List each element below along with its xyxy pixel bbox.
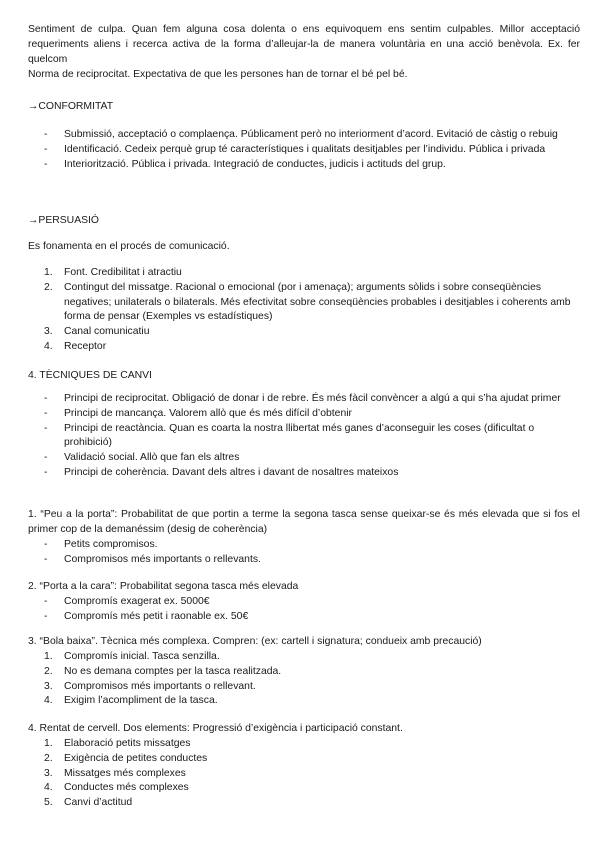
list-item (28, 680, 580, 695)
tecniques-list (28, 392, 580, 481)
list-item-text: Exigència de petites conductes (64, 752, 208, 764)
heading-conformitat: →CONFORMITAT (28, 101, 114, 112)
list-item (28, 451, 580, 466)
list-item (28, 737, 580, 752)
list-item-text: Compromisos més importants o rellevant. (64, 680, 256, 692)
list-item-text: Missatges més complexes (64, 767, 186, 779)
list-item-text: Submissió, acceptació o complaença. Públicament però no interiorment d’acord. Evitació de càstig o rebuig (64, 129, 558, 140)
list-item (28, 538, 580, 553)
list-item-text: Contingut del missatge. Racional o emocional (por i amenaça); arguments sòlids i sobre conseqüències negatives; unilaterals o bilaterals. Més efectivitat sobre conseqüències probables i desitjables i coherents amb forma de pensar (Exemples vs estadístiques) (64, 281, 571, 323)
list-item-text: Interiorització. Pública i privada. Integració de conductes, judicis i actituds del grup. (64, 158, 446, 170)
list-item (28, 143, 580, 158)
paragraph-sentiment-culpa: Sentiment de culpa. Quan fem alguna cosa dolenta o ens equivoquem ens sentim culpables. Millor acceptació requeriments aliens i recerca activa de la forma d’alleujar-la de manera voluntària en una acció benèvola. Ex. fer quelcom (28, 24, 580, 65)
number-marker: 4. (44, 695, 53, 707)
dash-marker: - (44, 158, 48, 170)
list-item-text: Compromís exagerat ex. 5000€ (64, 596, 210, 607)
list-item-text: Validació social. Allò que fan els altres (64, 452, 240, 464)
conformitat-list (28, 128, 580, 172)
paragraph-norma-reciprocitat: Norma de reciprocitat. Expectativa de que les persones han de tornar el bé pel bé. (28, 69, 408, 80)
list-item-text: Font. Credibilitat i atractiu (64, 267, 182, 278)
persuasio-list (28, 266, 580, 355)
list-item-text: Principi de coherència. Davant dels altres i davant de nosaltres mateixos (64, 466, 399, 478)
bola-list (28, 650, 580, 709)
dash-marker: - (44, 407, 48, 419)
paragraph-rentat-de-cervell: 4. Rentat de cervell. Dos elements: Progressió d’exigència i participació constant. (28, 723, 403, 734)
number-marker: 5. (44, 797, 53, 809)
paragraph-porta-a-la-cara: 2. “Porta a la cara”: Probabilitat segona tasca més elevada (28, 581, 299, 592)
list-item-text: Canvi d’actitud (64, 797, 133, 809)
number-marker: 2. (44, 665, 53, 677)
list-item (28, 128, 580, 143)
list-item (28, 781, 580, 796)
dash-marker: - (44, 539, 48, 550)
list-item (28, 281, 580, 325)
paragraph-bola-baixa: 3. “Bola baixa”. Tècnica més complexa. Compren: (ex: cartell i signatura; condueix amb precaució) (28, 636, 482, 647)
rentat-list (28, 737, 580, 811)
list-item (28, 553, 580, 568)
dash-marker: - (44, 129, 48, 140)
list-item (28, 466, 580, 481)
list-item (28, 340, 580, 355)
list-item-text: Conductes més complexes (64, 782, 189, 794)
list-item-text: Elaboració petits missatges (64, 738, 191, 749)
list-item (28, 752, 580, 767)
list-item (28, 767, 580, 782)
list-item-text: Exigim l’acompliment de la tasca. (64, 695, 218, 707)
number-marker: 4. (44, 782, 53, 794)
list-item (28, 392, 580, 407)
list-item (28, 650, 580, 665)
list-item-text: Compromís inicial. Tasca senzilla. (64, 651, 220, 662)
list-item-text: Receptor (64, 340, 107, 352)
number-marker: 3. (44, 767, 53, 779)
list-item (28, 694, 580, 709)
list-item-text: Principi de reciprocitat. Obligació de donar i de rebre. És més fàcil convèncer a algú a qui s’ha ajudat primer (64, 393, 561, 404)
dash-marker: - (44, 596, 48, 607)
list-item-text: Principi de reactància. Quan es coarta la nostra llibertat més ganes d’aconseguir les coses (dificultat o prohibició) (64, 422, 535, 449)
list-item (28, 595, 580, 610)
list-item (28, 610, 580, 625)
dash-marker: - (44, 466, 48, 478)
list-item (28, 422, 580, 452)
list-item-text: Compromís més petit i raonable ex. 50€ (64, 610, 249, 622)
list-item-text: Petits compromisos. (64, 539, 158, 550)
number-marker: 4. (44, 340, 53, 352)
number-marker: 1. (44, 738, 53, 749)
dash-marker: - (44, 452, 48, 464)
heading-persuasio: →PERSUASIÓ (28, 215, 100, 226)
number-marker: 3. (44, 326, 53, 338)
number-marker: 2. (44, 281, 53, 293)
heading-tecniques: 4. TÈCNIQUES DE CANVI (28, 370, 152, 381)
dash-marker: - (44, 553, 48, 565)
dash-marker: - (44, 610, 48, 622)
number-marker: 1. (44, 651, 53, 662)
number-marker: 2. (44, 752, 53, 764)
cara-list (28, 595, 580, 625)
paragraph-persuasio-intro: Es fonamenta en el procés de comunicació. (28, 241, 230, 252)
peu-list (28, 538, 580, 568)
list-item-text: Identificació. Cedeix perquè grup té característiques i qualitats desitjables per l’individu. Pública i privada (64, 143, 546, 155)
list-item-text: Canal comunicatiu (64, 326, 150, 338)
list-item (28, 325, 580, 340)
list-item (28, 158, 580, 173)
dash-marker: - (44, 393, 48, 404)
list-item (28, 407, 580, 422)
paragraph-peu-a-la-porta: 1. “Peu a la porta”: Probabilitat de que portin a terme la segona tasca sense queixar-se és més elevada que si fos el primer cop de la demanéssim (desig de coherència) (28, 509, 580, 535)
number-marker: 3. (44, 680, 53, 692)
list-item-text: Compromisos més importants o rellevants. (64, 553, 261, 565)
dash-marker: - (44, 143, 48, 155)
number-marker: 1. (44, 267, 53, 278)
list-item (28, 796, 580, 811)
dash-marker: - (44, 422, 48, 434)
list-item (28, 266, 580, 281)
list-item (28, 665, 580, 680)
list-item-text: Principi de mancança. Valorem allò que és més difícil d’obtenir (64, 407, 352, 419)
list-item-text: No es demana comptes per la tasca realitzada. (64, 665, 282, 677)
